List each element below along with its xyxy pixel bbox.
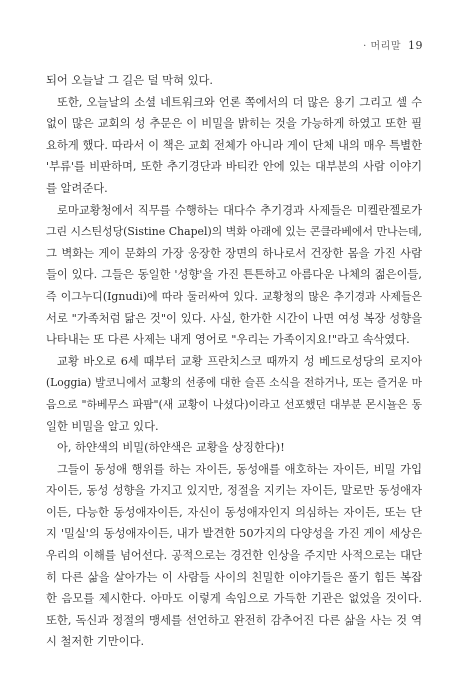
text-line: 없이 많은 교회의 성 추문은 이 비밀을 밝히는 것을 가능하게 하였고 또한 필 (46, 117, 422, 131)
page-number: 19 (408, 39, 423, 52)
text-line: 일한 비밀을 알고 있다. (46, 419, 159, 433)
text-line: 그린 시스틴성당(Sistine Chapel)의 벽화 아래에 있는 콘클라베에서 만나는데, (46, 225, 422, 239)
text-line: 이든, 다능한 동성애자이든, 자신이 동성애자인지 의심하는 자이든, 또는 단 (46, 505, 422, 519)
text-line: 교황 바오로 6세 때부터 교황 프란치스코 때까지 성 베드로성당의 로지아 (57, 354, 422, 368)
text-line: 히 다른 삶을 살아가는 이 사람들 사이의 친밀한 이야기들은 풀기 힘든 복잡 (46, 570, 422, 584)
text-line: '부류'를 비판하며, 또한 추기경단과 바티칸 안에 있는 대부분의 사람 이야기 (46, 160, 422, 174)
text-line: 서로 "가족처럼 닮은 것"이 있다. 사실, 한가한 시간이 나면 여성 복장 성향을 (46, 311, 422, 325)
text-line: 요하게 했다. 따라서 이 책은 교회 전체가 아니라 게이 단체 내의 매우 특별한 (46, 138, 422, 152)
text-line: 그 벽화는 게이 문화의 가장 웅장한 장면의 하나로서 건장한 몸을 가진 사람 (46, 246, 422, 260)
text-line: 로마교황청에서 직무를 수행하는 대다수 추기경과 사제들은 미켈란젤로가 (57, 203, 422, 217)
text-line: 즉 이그누디(Ignudi)에 따라 둘러싸여 있다. 교황청의 많은 추기경과 사제들은 (46, 289, 422, 303)
text-line: 우리의 이해를 넘어선다. 공적으로는 경건한 인상을 주지만 사적으로는 대단 (46, 549, 422, 563)
text-line: 시 철저한 기만이다. (46, 635, 145, 649)
text-line: 들이 있다. 그들은 동일한 '성향'을 가진 튼튼하고 아름다운 나체의 젊은이들, (46, 268, 422, 282)
text-line: 한 음모를 제시한다. 아마도 이렇게 속임으로 가득한 기관은 없었을 것이다. (46, 592, 422, 606)
text-line: 를 알려준다. (46, 181, 108, 195)
text-line: 자이든, 동성 성향을 가지고 있지만, 정절을 지키는 자이든, 말로만 동성애자 (46, 484, 422, 498)
text-line: 지 '밀실'의 동성애자이든, 내가 발견한 50가지의 다양성을 가진 게이 세상은 (46, 527, 422, 541)
text-line: 되어 오늘날 그 길은 덜 막혀 있다. (46, 74, 214, 87)
text-line: (Loggia) 발코니에서 교황의 선종에 대한 슬픈 소식을 전하거나, 또는 즐거운 마 (46, 376, 422, 390)
text-line: 그들이 동성애 행위를 하는 자이든, 동성애를 애호하는 자이든, 비밀 가입 (57, 462, 422, 476)
text-line: 음으로 "하베무스 파팜"(새 교황이 나셨다)이라고 선포했던 대부분 몬시뇰은 동 (46, 397, 422, 411)
text-line: 나타내는 또 다른 사제는 내게 영어로 "우리는 가족이지요!"라고 속삭였다. (46, 333, 410, 347)
chapter-title: · 머리말 (363, 41, 401, 52)
body-text (46, 70, 422, 653)
text-line: 또한, 독신과 정절의 맹세를 선언하고 완전히 감추어진 다른 삶을 사는 것 역 (46, 613, 422, 627)
text-line: 아, 하얀색의 비밀(하얀색은 교황을 상징한다)! (57, 441, 285, 455)
running-head (363, 37, 423, 52)
text-line: 또한, 오늘날의 소셜 네트워크와 언론 쪽에서의 더 많은 용기 그리고 셀 수 (57, 95, 422, 109)
